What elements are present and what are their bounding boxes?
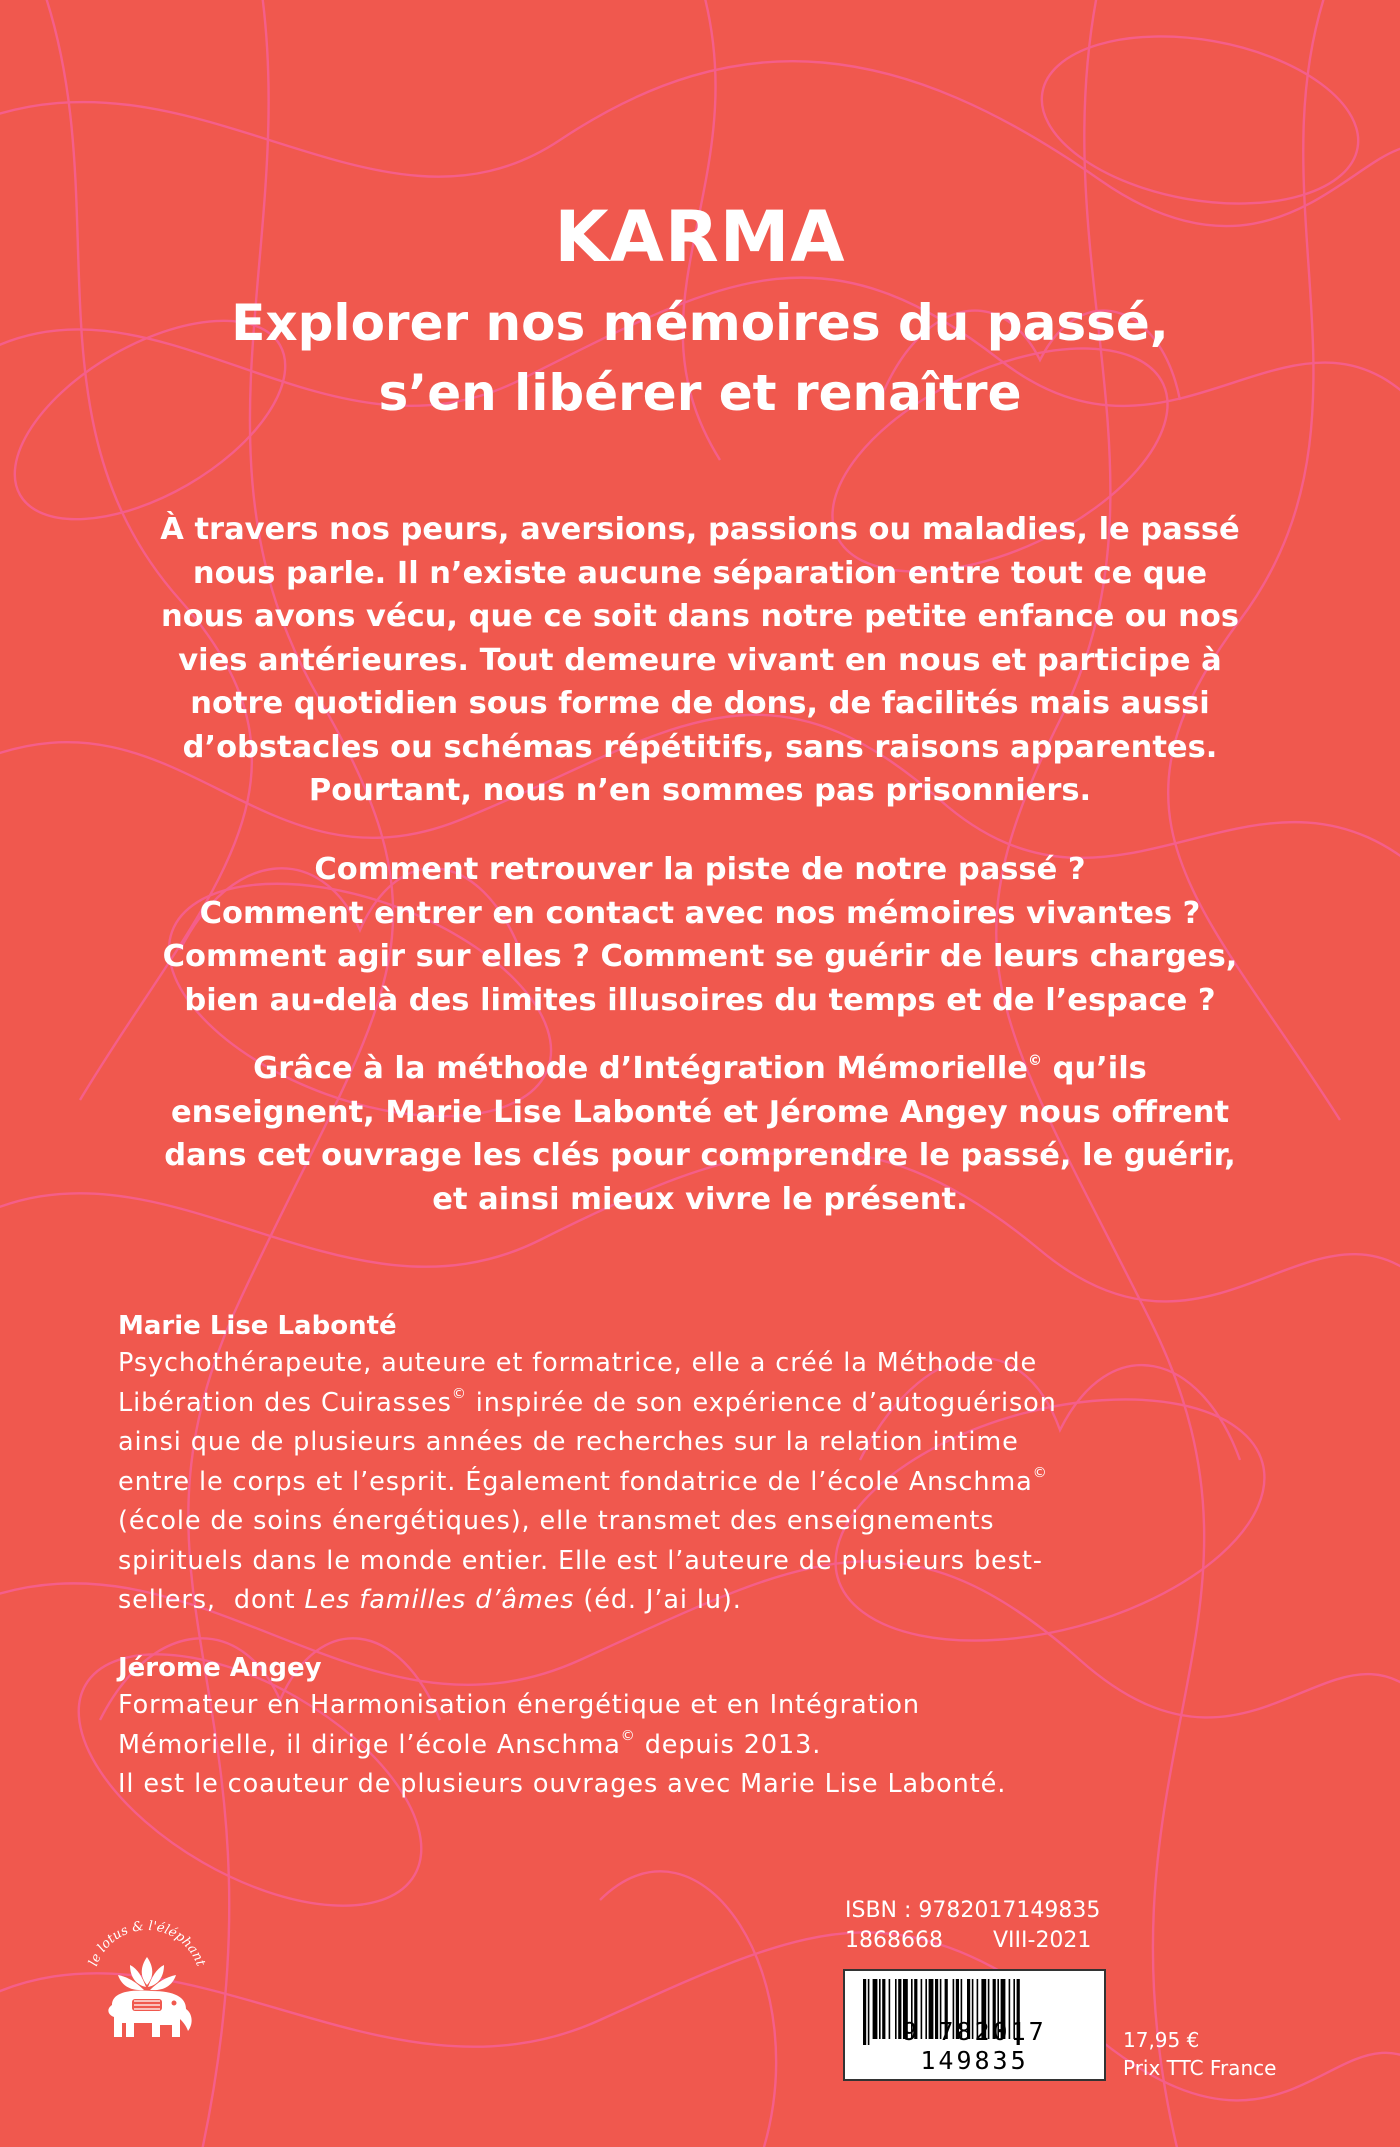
book-title: KARMA <box>554 196 846 278</box>
intro-line: vies antérieures. Tout demeure vivant en nous et participe à <box>178 642 1222 678</box>
bio-line <box>118 1726 1268 1766</box>
method-line: enseignent, Marie Lise Labonté et Jérome Angey nous offrent <box>170 1094 1230 1130</box>
method-text: qu’ils <box>1042 1051 1147 1086</box>
intro-line: nous avons vécu, que ce soit dans notre petite enfance ou nos <box>161 599 1239 634</box>
method-paragraph <box>140 1047 1260 1221</box>
author-bio-marie-lise-labonte <box>118 1308 1268 1621</box>
intro-line: d’obstacles ou schémas répétitifs, sans raisons apparentes. <box>182 729 1218 765</box>
method-line <box>140 1047 1260 1091</box>
bio-line: Il est le coauteur de plusieurs ouvrages avec Marie Lise Labonté. <box>118 1769 1007 1799</box>
intro-line: À travers nos peurs, aversions, passions ou maladies, le passé <box>160 512 1240 547</box>
intro-line: Pourtant, nous n’en sommes pas prisonniers. <box>308 773 1092 808</box>
bio-line: spirituels dans le monde entier. Elle est l’auteure de plusieurs best- <box>118 1545 1043 1576</box>
price-label: Prix TTC France <box>1123 2056 1277 2080</box>
method-text: Grâce à la méthode d’Intégration Mémorielle <box>253 1051 1028 1086</box>
bio-text: Libération des Cuirasses <box>118 1387 452 1418</box>
copyright-mark: © <box>620 1727 636 1744</box>
barcode-digits: 9 782017 149835 <box>902 2017 1047 2075</box>
subtitle-line: Explorer nos mémoires du passé, <box>231 294 1169 352</box>
bio-text: entre le corps et l’esprit. Également fondatrice de l’école Anschma <box>118 1466 1033 1497</box>
bio-text: depuis 2013. <box>635 1729 822 1760</box>
bio-line: ainsi que de plusieurs années de recherches sur la relation intime <box>118 1427 1019 1457</box>
author-description <box>118 1686 1268 1805</box>
intro-paragraph <box>140 508 1260 813</box>
bio-text: (éd. J’ai lu). <box>574 1585 742 1615</box>
question-line: Comment retrouver la piste de notre passé ? <box>314 852 1086 887</box>
book-subtitle <box>0 288 1400 428</box>
author-bio-jerome-angey <box>118 1650 1268 1805</box>
copyright-mark: © <box>451 1385 467 1402</box>
method-line: dans cet ouvrage les clés pour comprendre le passé, le guérir, <box>164 1138 1236 1173</box>
author-name: Jérome Angey <box>118 1653 322 1683</box>
question-line: Comment entrer en contact avec nos mémoires vivantes ? <box>199 895 1201 931</box>
isbn-codes <box>845 1926 1100 1956</box>
copyright-mark: © <box>1032 1464 1048 1481</box>
intro-line: notre quotidien sous forme de dons, de facilités mais aussi <box>190 686 1210 721</box>
questions-paragraph <box>140 848 1260 1022</box>
internal-code: 1868668 <box>845 1928 943 1953</box>
bio-text: inspirée de son expérience d’autoguérison <box>466 1387 1057 1418</box>
isbn-block <box>845 1896 1100 1956</box>
intro-line: nous parle. Il n’existe aucune séparation entre tout ce que <box>192 555 1208 591</box>
bio-line: (école de soins énergétiques), elle transmet des enseignements <box>118 1506 995 1536</box>
bio-text: Mémorielle, il dirige l’école Anschma <box>118 1729 621 1760</box>
publisher-logo-elephant-icon <box>82 1905 212 2070</box>
edition-code: VIII-2021 <box>992 1928 1092 1953</box>
question-line: Comment agir sur elles ? Comment se guérir de leurs charges, <box>162 939 1238 974</box>
price-amount: 17,95 € <box>1123 2028 1200 2052</box>
publisher-name: le lotus & l'éléphant <box>86 1918 208 1969</box>
bio-line <box>118 1463 1268 1503</box>
bio-line: Formateur en Harmonisation énergétique et en Intégration <box>118 1690 920 1720</box>
bio-line: Psychothérapeute, auteure et formatrice, elle a créé la Méthode de <box>118 1348 1038 1378</box>
barcode <box>843 1969 1106 2081</box>
bio-text: sellers, dont <box>118 1585 305 1615</box>
isbn-number: ISBN : 9782017149835 <box>845 1898 1101 1923</box>
bio-line <box>118 1581 1268 1621</box>
price-block <box>1123 2026 1276 2082</box>
author-description <box>118 1344 1268 1621</box>
question-line: bien au-delà des limites illusoires du temps et de l’espace ? <box>184 982 1216 1018</box>
copyright-mark: © <box>1028 1053 1042 1069</box>
book-reference: Les familles d’âmes <box>304 1585 575 1615</box>
subtitle-line: s’en libérer et renaître <box>378 364 1022 422</box>
bio-line <box>118 1384 1268 1424</box>
author-name: Marie Lise Labonté <box>118 1311 397 1341</box>
method-line: et ainsi mieux vivre le présent. <box>432 1181 968 1217</box>
